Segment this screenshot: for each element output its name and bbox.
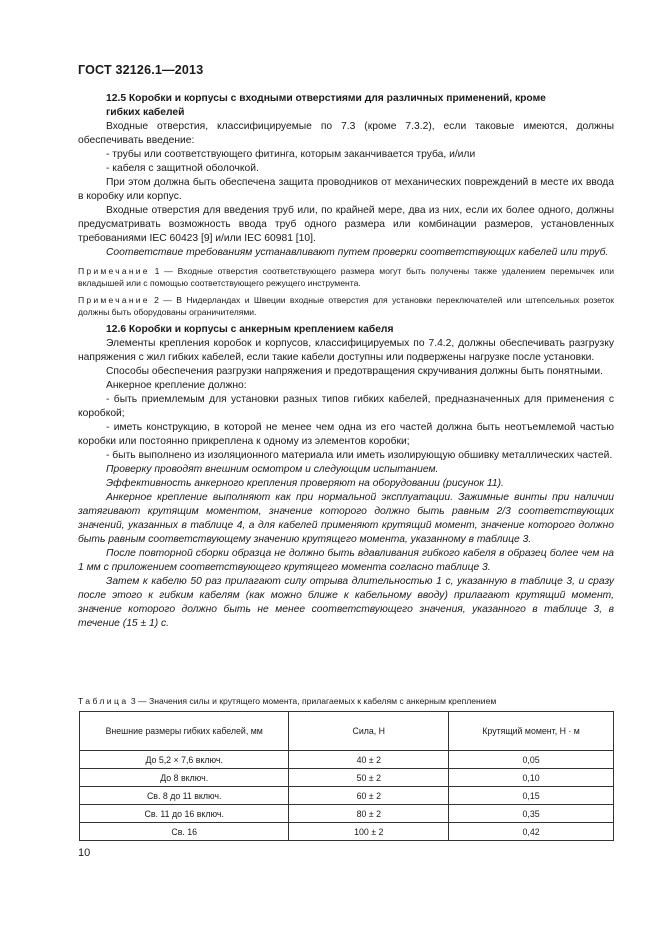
test-method-text: Анкерное крепление выполняют как при нормальной эксплуатации. Зажимные винты при наличии затягивают крутящим моментом, значение которого должно быть равным 2/3 соответствующих значений, указанных в таблице 4, а для кабелей применяют крутящий момент, значение которого должно быть равным соответствующему значению крутящего момента, указанному в таблице 3. <box>78 492 614 545</box>
test-method-text: После повторной сборки образца не должно быть вдавливания гибкого кабеля в образец более чем на 1 мм с приложением соответствующего крутящего момента согласно таблице 3. <box>78 548 614 573</box>
section-12-6-heading: 12.6 Коробки и корпусы с анкерным креплением кабеля <box>106 324 394 335</box>
test-method-text: Соответствие требованиям устанавливают путем проверки соответствующих кабелей или труб. <box>106 247 609 258</box>
note-1 <box>78 266 614 289</box>
table-header-row <box>80 712 614 751</box>
cell-torque: 0,35 <box>449 805 614 823</box>
cell-cable-size: До 5,2 × 7,6 включ. <box>80 751 289 769</box>
table-row <box>80 787 614 805</box>
page-number: 10 <box>78 847 91 859</box>
document-body <box>78 92 614 631</box>
note-label: Примечание <box>78 266 150 276</box>
column-header-force: Сила, Н <box>289 712 449 751</box>
paragraph: Входные отверстия, классифицируемые по 7.3 (кроме 7.3.2), если таковые имеются, должны обеспечивать введение: <box>78 121 614 146</box>
page-header: ГОСТ 32126.1—2013 <box>78 63 204 77</box>
force-torque-table <box>79 711 614 841</box>
cell-cable-size: Св. 16 <box>80 823 289 841</box>
cell-force: 80 ± 2 <box>289 805 449 823</box>
list-item: - быть выполнено из изоляционного материала или иметь изолирующую обшивку металлических частей. <box>106 450 613 461</box>
cell-force: 40 ± 2 <box>289 751 449 769</box>
cell-cable-size: Св. 8 до 11 включ. <box>80 787 289 805</box>
table-row <box>80 751 614 769</box>
paragraph: Способы обеспечения разгрузки напряжения и предотвращения скручивания должны быть понятными. <box>106 366 603 377</box>
list-item: - иметь конструкцию, в которой не менее чем одна из его частей должна быть неотъемлемой частью коробки или постоянно прикреплена к одному из элементов коробки; <box>78 422 614 447</box>
test-method-text: Проверку проводят внешним осмотром и следующим испытанием. <box>106 464 439 475</box>
cell-cable-size: Св. 11 до 16 включ. <box>80 805 289 823</box>
cell-torque: 0,42 <box>449 823 614 841</box>
note-label: Примечание <box>78 295 150 305</box>
table-row <box>80 769 614 787</box>
test-method-text: Эффективность анкерного крепления проверяют на оборудовании (рисунок 11). <box>106 478 504 489</box>
cell-cable-size: До 8 включ. <box>80 769 289 787</box>
note-text: 2 — В Нидерландах и Швеции входные отверстия для установки переключателей или штепсельных розеток должны быть оборудованы ограничителями. <box>78 295 614 317</box>
list-item: - кабеля с защитной оболочкой. <box>106 163 259 174</box>
cell-force: 50 ± 2 <box>289 769 449 787</box>
table-caption-text: 3 — Значения силы и крутящего момента, прилагаемых к кабелям с анкерным креплением <box>128 696 497 706</box>
note-2 <box>78 295 614 318</box>
paragraph: При этом должна быть обеспечена защита проводников от механических повреждений в месте их ввода в коробку или корпус. <box>78 177 614 202</box>
paragraph: Входные отверстия для введения труб или, по крайней мере, два из них, если их более одного, должны предусматривать возможность ввода труб одного размера или комбинации размеров, установленных требованиями IEC 60423 [9] и/или IEC 60981 [10]. <box>78 205 614 244</box>
cell-torque: 0,05 <box>449 751 614 769</box>
table-caption <box>78 696 496 706</box>
note-text: 1 — Входные отверстия соответствующего размера могут быть получены также удалением перемычек или вкладышей или с помощью соответствующего режущего инструмента. <box>78 266 614 288</box>
section-12-5-heading <box>78 92 614 120</box>
section-12-5-heading-line2: гибких кабелей <box>106 107 185 118</box>
test-method-text: Затем к кабелю 50 раз прилагают силу отрыва длительностью 1 с, указанную в таблице 3, и сразу после этого к гибким кабелям (как можно ближе к кабельному вводу) прилагают крутящий момент, значение которого должно быть не менее соответствующего значения, указанного в таблице 3, в течение (15 ± 1) с. <box>78 576 614 629</box>
section-12-5-heading-line1: 12.5 Коробки и корпусы с входными отверстиями для различных применений, кроме <box>106 93 546 104</box>
paragraph: Элементы крепления коробок и корпусов, классифицируемых по 7.4.2, должны обеспечивать разгрузку напряжения с жил гибких кабелей, если такие кабели доступны или подвержены нагрузке после установки. <box>78 338 614 363</box>
paragraph: Анкерное крепление должно: <box>106 380 247 391</box>
column-header-torque: Крутящий момент, Н · м <box>449 712 614 751</box>
cell-torque: 0,15 <box>449 787 614 805</box>
column-header-cable-size: Внешние размеры гибких кабелей, мм <box>80 712 289 751</box>
table-row <box>80 805 614 823</box>
table-label: Таблица <box>78 696 129 706</box>
cell-force: 60 ± 2 <box>289 787 449 805</box>
table-row <box>80 823 614 841</box>
list-item: - трубы или соответствующего фитинга, которым заканчивается труба, и/или <box>106 149 476 160</box>
cell-torque: 0,10 <box>449 769 614 787</box>
cell-force: 100 ± 2 <box>289 823 449 841</box>
list-item: - быть приемлемым для установки разных типов гибких кабелей, предназначенных для применения с коробкой; <box>78 394 614 419</box>
